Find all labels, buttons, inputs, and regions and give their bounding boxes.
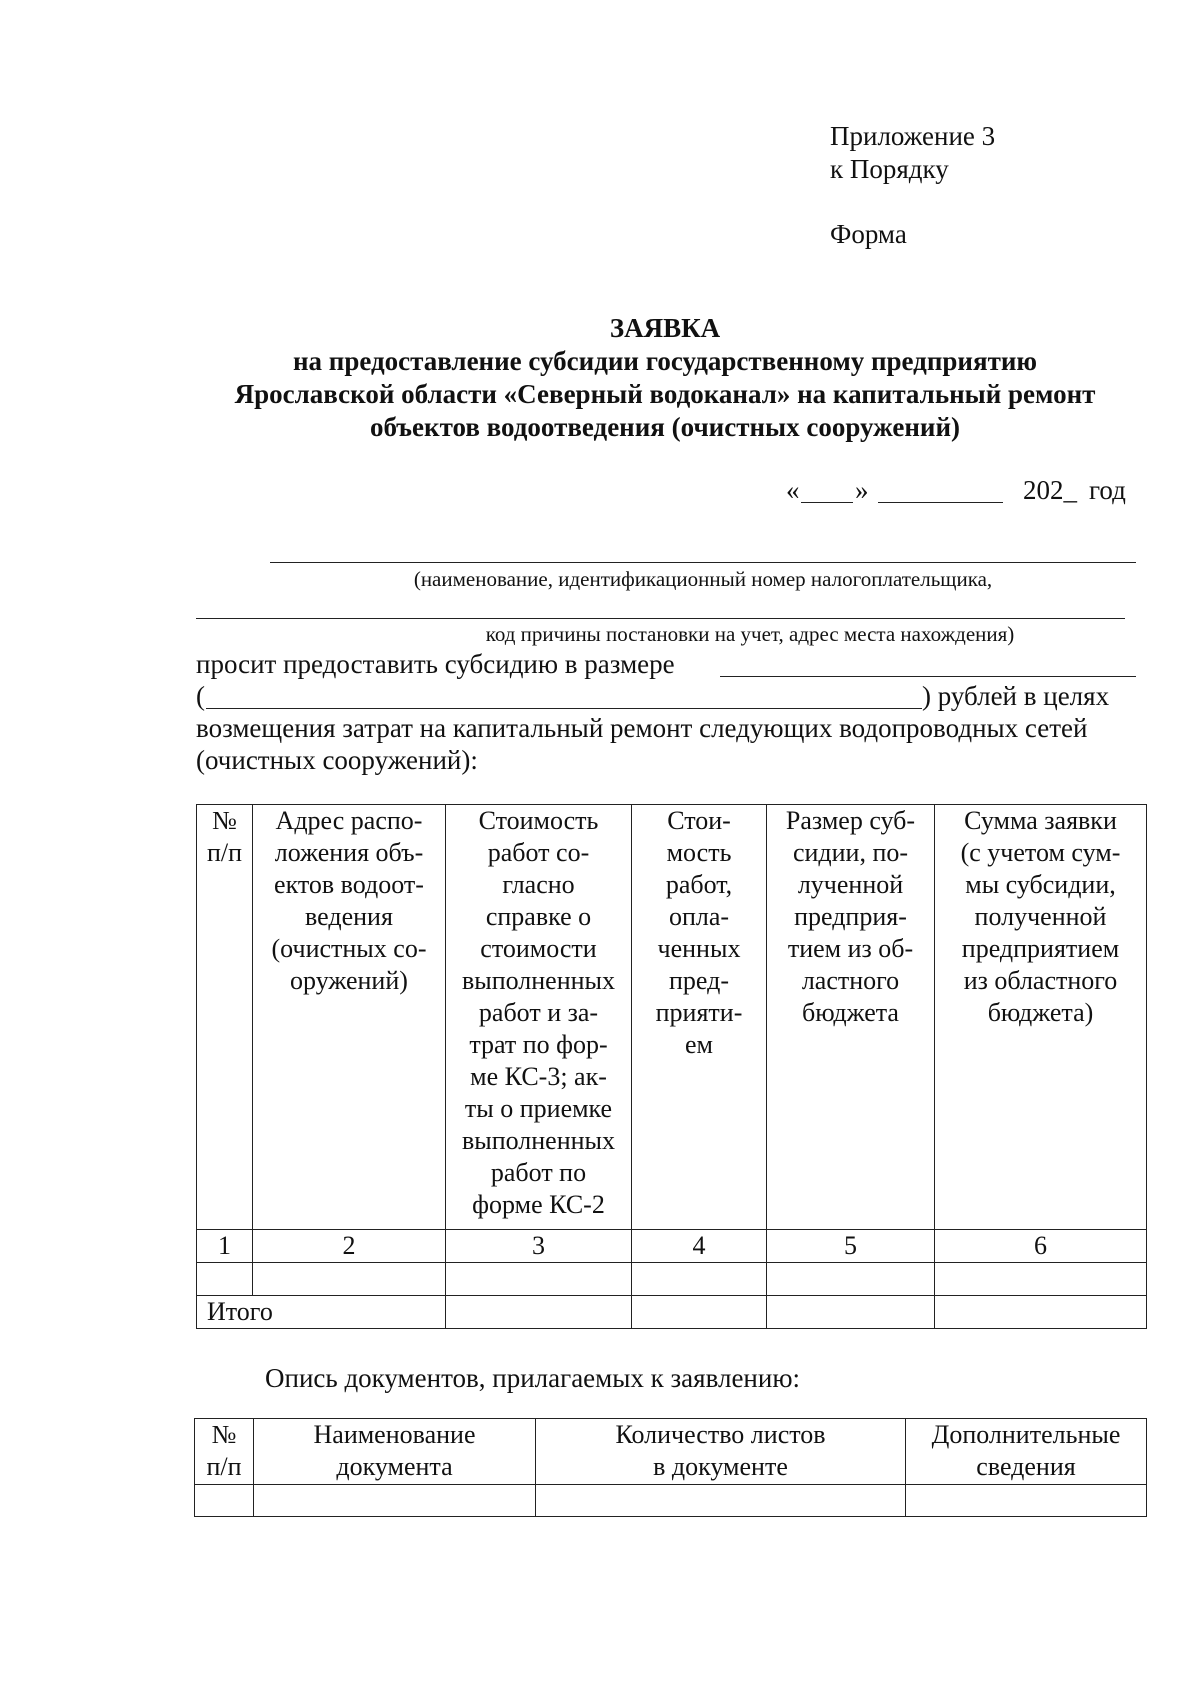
purpose-text: возмещения затрат на капитальный ремонт следующих водопроводных сетей — [196, 713, 1088, 743]
year-value: 202_ — [1023, 475, 1077, 505]
document-title: ЗАЯВКА — [609, 313, 721, 343]
works-table-header-row — [197, 805, 1147, 1230]
request-text: просит предоставить субсидию в размере — [196, 649, 675, 679]
paren-open: ( — [196, 681, 205, 711]
table-cell[interactable] — [446, 1263, 632, 1296]
month-blank[interactable] — [878, 502, 1003, 503]
table-cell[interactable] — [197, 1263, 253, 1296]
docs-col-number: № п/п — [195, 1419, 254, 1485]
total-cell[interactable] — [935, 1296, 1147, 1329]
col-header-request-sum: Сумма заявки (с учетом сум- мы субсидии, полученной предприятием из областного бюджета) — [935, 805, 1147, 1230]
applicant-caption-1: (наименование, идентификационный номер налогоплательщика, — [413, 567, 993, 591]
docs-caption: Опись документов, прилагаемых к заявлению: — [265, 1363, 801, 1393]
table-cell[interactable] — [632, 1263, 767, 1296]
docs-col-sheets: Количество листов в документе — [536, 1419, 906, 1485]
col-number-5: 5 — [767, 1230, 935, 1263]
col-number-2: 2 — [253, 1230, 446, 1263]
works-table-row — [197, 1263, 1147, 1296]
applicant-caption-2: код причины постановки на учет, адрес места нахождения) — [485, 622, 1015, 646]
docs-table — [194, 1418, 1147, 1517]
subsidy-amount-blank[interactable] — [720, 676, 1136, 677]
form-label: Форма — [830, 219, 907, 249]
date-close-quote: » — [855, 475, 869, 505]
applicant-name-blank[interactable] — [270, 562, 1136, 563]
purpose-text-2: (очистных сооружений): — [196, 745, 478, 775]
col-header-paid-cost: Стои- мость работ, опла- ченных пред- прияти- ем — [632, 805, 767, 1230]
col-number-1: 1 — [197, 1230, 253, 1263]
table-cell[interactable] — [195, 1485, 254, 1517]
table-cell[interactable] — [935, 1263, 1147, 1296]
table-cell[interactable] — [906, 1485, 1147, 1517]
docs-table-header-row — [195, 1419, 1147, 1485]
total-label: Итого — [197, 1296, 446, 1329]
applicant-address-blank[interactable] — [196, 618, 1125, 619]
title-line-3: объектов водоотведения (очистных сооружений) — [369, 412, 961, 442]
col-header-cost-ks3: Стоимость работ со- гласно справке о стоимости выполненных работ и за- трат по фор- ме КС-3; ак- ты о приемке выполненных работ по форме КС-2 — [446, 805, 632, 1230]
total-cell[interactable] — [767, 1296, 935, 1329]
col-number-4: 4 — [632, 1230, 767, 1263]
col-header-number: № п/п — [197, 805, 253, 1230]
col-number-6: 6 — [935, 1230, 1147, 1263]
table-cell[interactable] — [254, 1485, 536, 1517]
appendix-label: Приложение 3 — [830, 121, 996, 151]
docs-table-row — [195, 1485, 1147, 1517]
date-open-quote: « — [786, 475, 800, 505]
rubles-text: ) рублей в целях — [922, 681, 1110, 711]
total-cell[interactable] — [446, 1296, 632, 1329]
works-table-numbers-row — [197, 1230, 1147, 1263]
col-number-3: 3 — [446, 1230, 632, 1263]
table-cell[interactable] — [253, 1263, 446, 1296]
title-line-2: Ярославской области «Северный водоканал» на капитальный ремонт — [234, 379, 1096, 409]
col-header-subsidy-received: Размер суб- сидии, по- лученной предприя- тием из об- ластного бюджета — [767, 805, 935, 1230]
title-line-1: на предоставление субсидии государственному предприятию — [292, 346, 1038, 376]
year-word: год — [1089, 475, 1126, 505]
total-cell[interactable] — [632, 1296, 767, 1329]
docs-col-name: Наименование документа — [254, 1419, 536, 1485]
table-cell[interactable] — [536, 1485, 906, 1517]
col-header-address: Адрес распо- ложения объ- ектов водоот- ведения (очистных со- оружений) — [253, 805, 446, 1230]
to-order-label: к Порядку — [830, 154, 949, 184]
works-table-total-row — [197, 1296, 1147, 1329]
table-cell[interactable] — [767, 1263, 935, 1296]
docs-col-extra: Дополнительные сведения — [906, 1419, 1147, 1485]
subsidy-words-blank[interactable] — [206, 708, 922, 709]
day-blank[interactable] — [801, 502, 853, 503]
works-table — [196, 804, 1147, 1329]
